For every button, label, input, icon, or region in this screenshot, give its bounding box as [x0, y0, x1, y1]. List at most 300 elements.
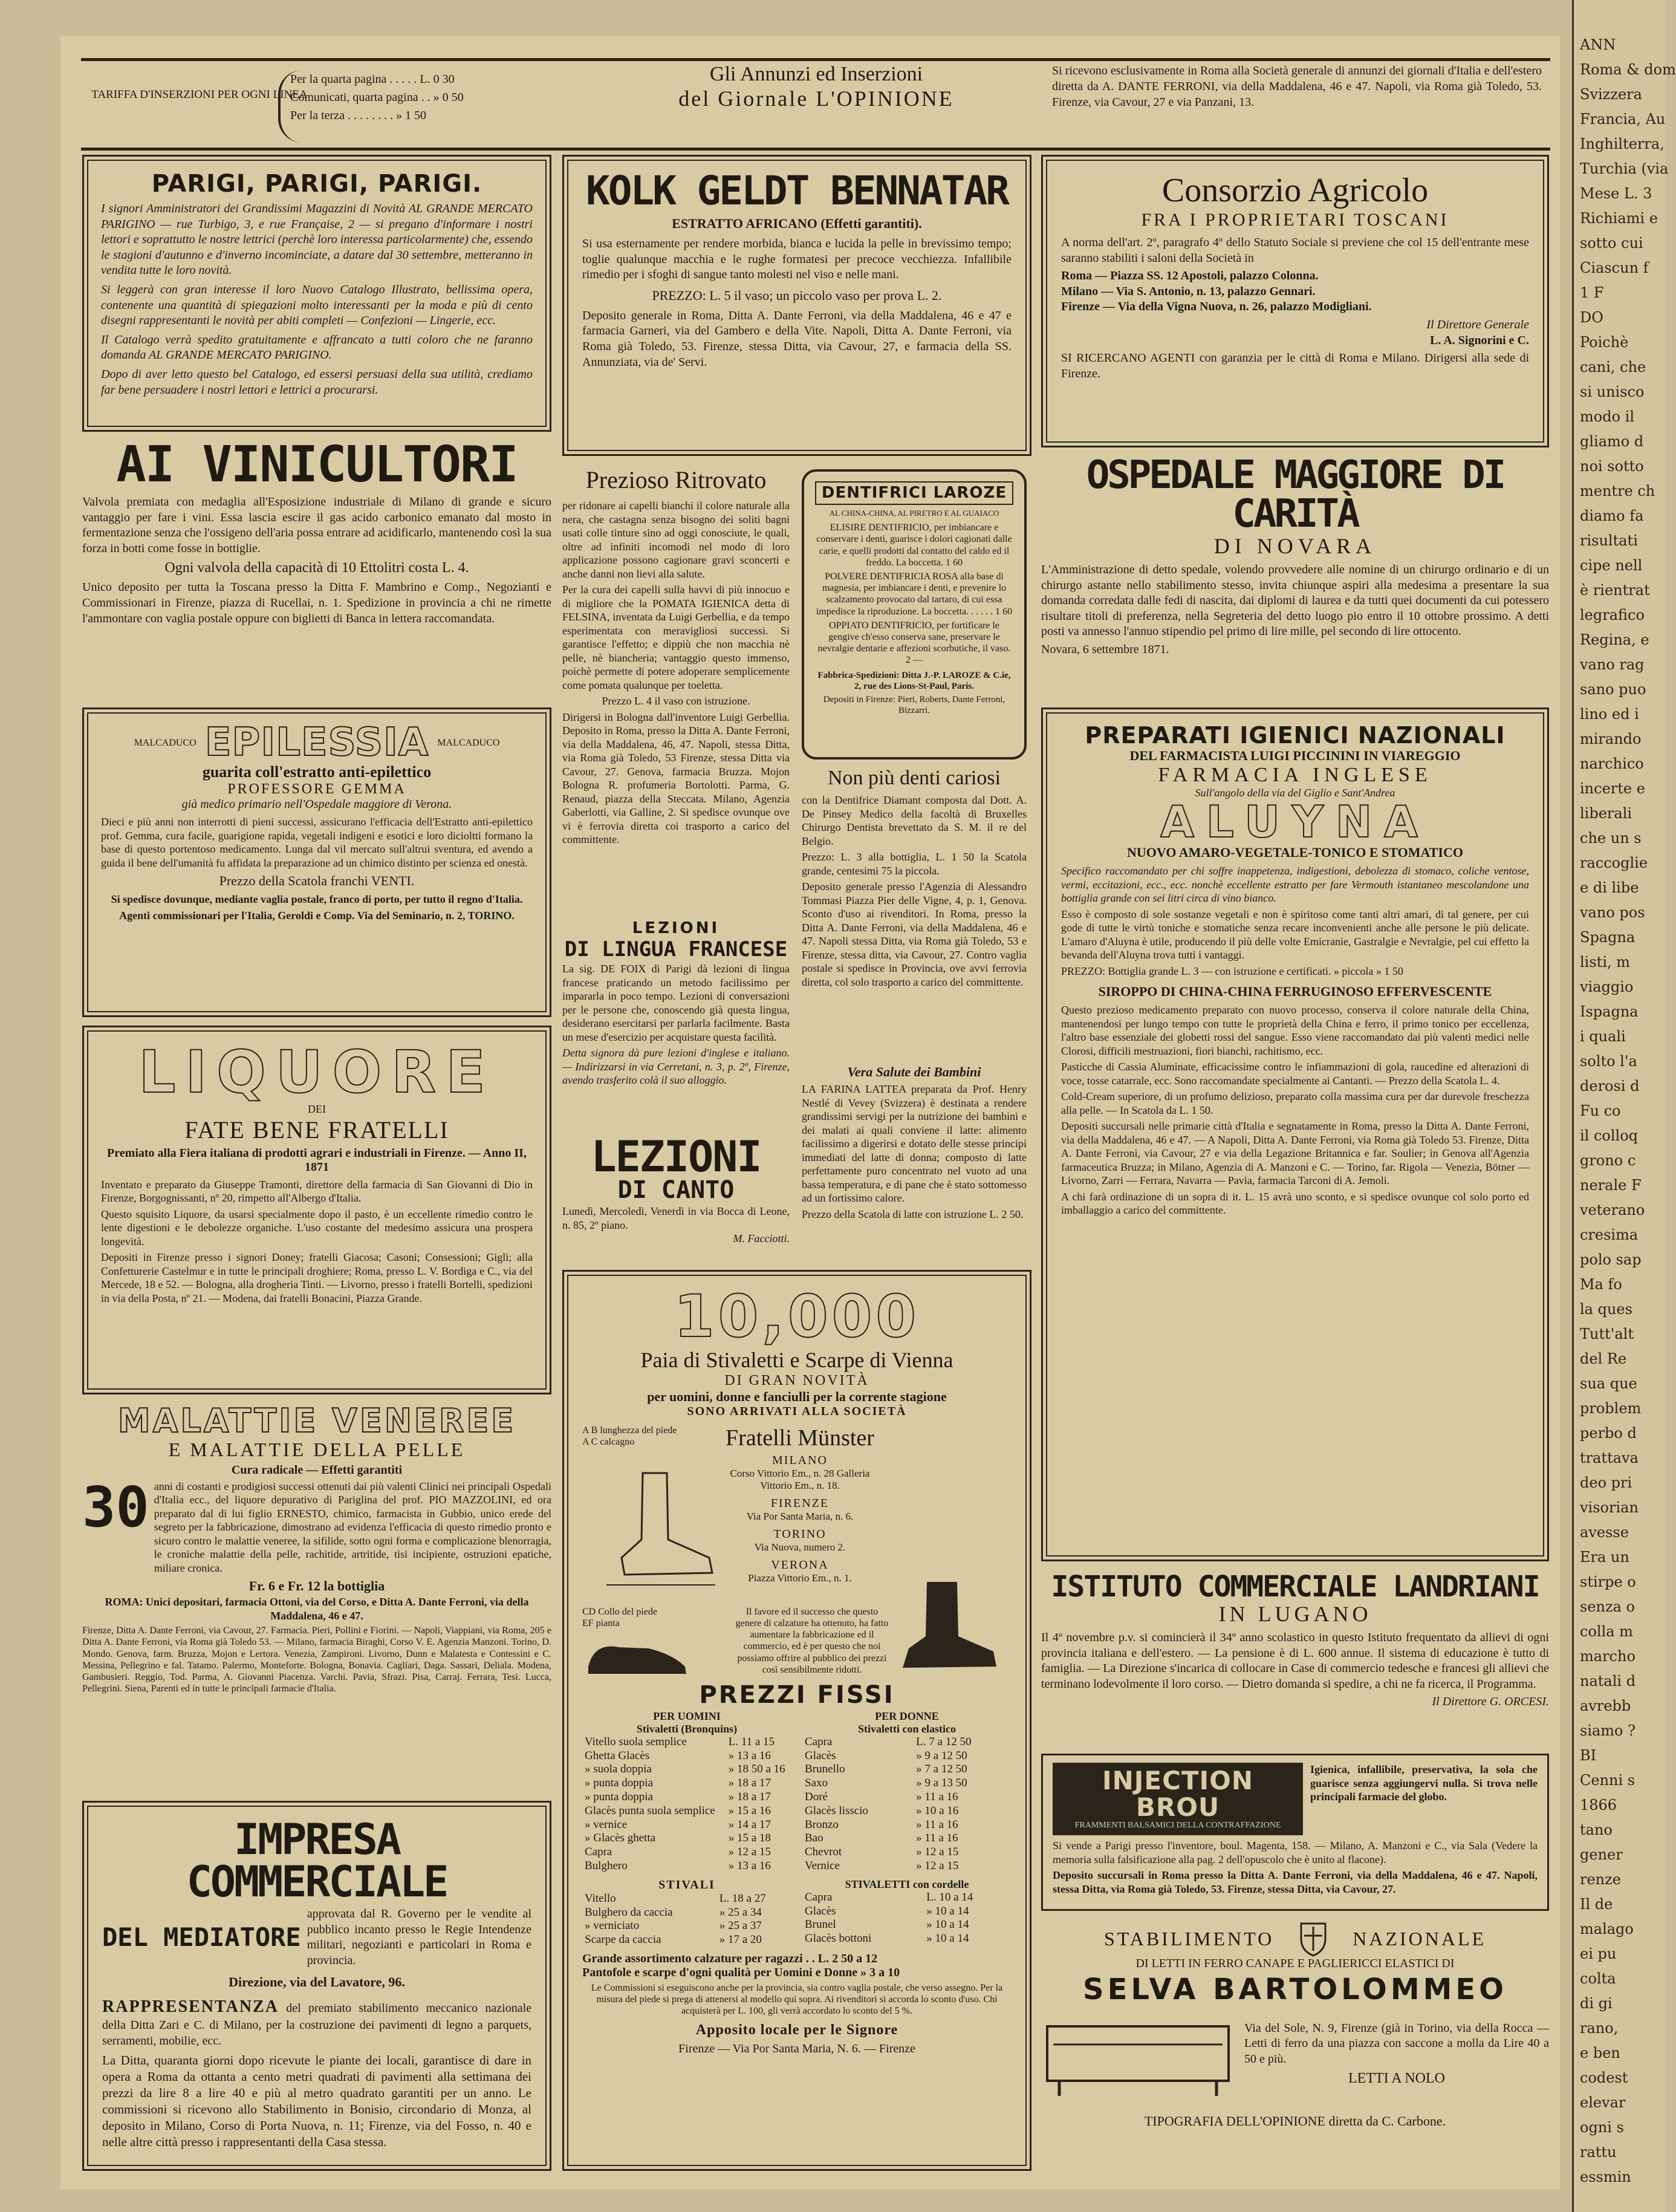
stivali-cell: » 25 a 34: [719, 1905, 762, 1919]
edge-text-line: si unisco: [1580, 383, 1645, 400]
impresa-title: IMPRESA COMMERCIALE: [186, 1815, 447, 1907]
women-cell: » 11 a 16: [916, 1832, 958, 1845]
epilessia-spedisce: Si spedisce dovunque, mediante vaglia postale, franco di porto, per tutto il regno d'Italia.: [111, 893, 523, 906]
ad-parigi: [82, 155, 551, 432]
edge-text-line: cresima: [1580, 1226, 1639, 1243]
liquore-body: Inventato e preparato da Giuseppe Tramonti, direttore della farmacia di San Giovanni di Dio in Firenze, Borgognissanti, nº 20, rimpetto all'Albergo d'Italia.: [101, 1178, 533, 1205]
edge-text-line: Spagna: [1580, 929, 1635, 946]
women-cell: L. 7 a 12 50: [916, 1735, 972, 1748]
lezioni1-body: La sig. DE FOIX di Parigi dà lezioni di lingua francese praticando un metodo facilissimo per impararla in poco tempo. Lezioni di conversazioni per le persone che, conoscendo già questa lingua, desiderano esercitarsi per parlarla facilmente. Basta un mese d'esercizio per acquistare questa facilità.: [562, 963, 790, 1043]
edge-text-line: colla m: [1580, 1623, 1633, 1640]
edge-text-line: malago: [1580, 1921, 1634, 1937]
men-cell: » 13 a 16: [728, 1749, 771, 1762]
edge-text-line: essmin: [1580, 2168, 1631, 2185]
liquore-title: LIQUORE: [138, 1038, 495, 1106]
edge-text-line: Francia, Au: [1580, 111, 1666, 128]
laroze-oppiato: OPPIATO DENTIFRICIO, per fortificare le gengive ch'esso conserva sane, preservare le nevralgie dentarie e affezioni scorbutiche, il vaso. 2 —: [817, 620, 1011, 666]
edge-text-line: derosi d: [1580, 1078, 1640, 1095]
table-row: [802, 1832, 1012, 1846]
liquore-award: Premiato alla Fiera italiana di prodotti agrari e industriali in Firenze. — Anno II, 1871: [107, 1146, 527, 1174]
impresa-intro: [102, 1907, 531, 1968]
stivaletti-milano-addr: Corso Vittorio Em., n. 28 Galleria Vittorio Em., n. 18.: [730, 1467, 870, 1491]
boot-outline: [622, 1473, 712, 1575]
vinicultori-deposit: Unico deposito per tutta la Toscana presso la Ditta F. Mambrino e Comp., Negozianti e Commissionari in Firenze, piazza di Rucellai, n. 1. Spedizione in provincia a chi ne rimette l'ammontare con vaglia postale oppure con biglietti di Banca in lettera raccomandata.: [82, 581, 551, 625]
ospedale-sub: DI NOVARA: [1213, 534, 1377, 558]
header-center: [605, 63, 1028, 111]
edge-text-line: natali d: [1580, 1673, 1636, 1690]
stivaletti-sub3: SONO ARRIVATI ALLA SOCIETÀ: [687, 1404, 907, 1418]
table-row: [802, 1846, 1012, 1859]
edge-text-line: avesse: [1580, 1524, 1629, 1541]
edge-text-line: deo pri: [1580, 1474, 1632, 1491]
table-row: [582, 1749, 791, 1763]
epilessia-header: [101, 720, 533, 765]
ad-vinicultori: [82, 436, 551, 688]
impresa-ditta: La Ditta, quaranta giorni dopo ricevute le piante dei locali, garantisce di dare in opera a Roma da ottanta a cento metri quadrati di pavimenti alla settimana dei prezzi da lire 8 a lire 40 e più al metro quadrato garantiti per un anno. Le commissioni si ricevono allo Stabilimento in Bonisio, circondario di Monza, al deposito in Milano, Corso di Porta Nuova, n. 11; Firenze, via del Fosso, n. 40 e nelle altre città presso i rappresentanti della Casa stessa.: [102, 2053, 531, 2149]
men-cell: » 13 a 16: [728, 1859, 771, 1872]
table-row: [582, 1859, 791, 1873]
women-cell: Glacès lisscio: [805, 1804, 869, 1817]
liquore-body2: Questo squisito Liquore, da usarsi specialmente dopo il pasto, è un eccellente rimedio contro le lente digestioni e le debolezze organiche. L'uso costante del medesimo assicura una prospera longevità.: [101, 1208, 533, 1248]
edge-text-line: vano pos: [1580, 904, 1645, 921]
piccinini-pastiche: Pasticche di Cassia Aluminate, efficacissime contro le infiammazioni di gola, raucedine ed alterazioni di voce, tosse catarrale, ecc. Sono raccomandate specialmente ai Cantanti. — Prezzo della Scatola L. 4.: [1061, 1061, 1529, 1087]
vinicultori-body: Valvola premiata con medaglia all'Esposizione industriale di Milano di grande e sicuro vantaggio per fare i vini. Essa lascia escire il gas acido carbonico emanato dal mosto in fermentazione senza che l'ossigeno dell'aria possa entrare ad acidificarlo, mantenendo così la sua forza in botti come fosse in bottiglie.: [82, 495, 551, 555]
selva-body: [1041, 2008, 1549, 2099]
parigi-p3: Il Catalogo verrà spedito gratuitamente e affrancato a tutti coloro che ne faranno domanda AL GRANDE MERCATO PARIGINO.: [101, 333, 533, 362]
laroze-dep: Depositi in Firenze: Pieri, Roberts, Dante Ferroni, Bizzarri.: [823, 694, 1005, 715]
consorzio-milano: Milano — Via S. Antonio, n. 13, palazzo Gennari.: [1061, 284, 1316, 298]
edge-text-line: perbo d: [1580, 1425, 1637, 1442]
men-cell: » 15 a 18: [728, 1832, 771, 1845]
cordelle-cell: » 10 a 14: [926, 1932, 969, 1945]
table-row: [802, 1777, 1012, 1791]
impresa-rapp-body: del premiato stabilimento meccanico nazionale della Ditta Zari e C. di Milano, per la costruzione dei pavimenti di legno a parquets, serramenti, mobilie, ecc.: [102, 2002, 532, 2048]
stivaletti-price-tables: [582, 1710, 1012, 1947]
women-cell: » 7 a 12 50: [916, 1763, 967, 1776]
women-price-table: [802, 1735, 1012, 1873]
stivaletti-torino: TORINO: [773, 1527, 827, 1541]
edge-text-line: la ques: [1580, 1301, 1632, 1318]
edge-text-line: sano puo: [1580, 681, 1646, 698]
landriani-title: ISTITUTO COMMERCIALE LANDRIANI: [1051, 1570, 1539, 1604]
bambini-title: Vera Salute dei Bambini: [847, 1064, 981, 1079]
cordelle-cell: Brunel: [805, 1918, 836, 1931]
landriani-body: Il 4º novembre p.v. si comincierà il 34º anno scolastico in questo Istituto frequentato da allievi di ogni provincia italiana e dell'estero. — La pensione è di L. 600 annue. Il sistema di educazione è tutto di famiglia. — La Direzione s'incarica di collocare in Case di commercio tedesche e francesi gli allievi che terminano lodevolmente il loro corso. — Dietro domanda si spedire, a chi ne fa ricerca, il Programma.: [1041, 1631, 1549, 1691]
epilessia-side-right: MALCADUCO: [437, 737, 500, 748]
women-cell: » 12 a 15: [916, 1859, 959, 1872]
stivali-cell: Vitello: [585, 1892, 616, 1905]
stivaletti-commissioni: Le Commissioni si eseguiscono anche per la provincia, sia contro vaglia postale, che verso assegno. Per la misura del piede si prega di attenersi al modello qui sopra. Ai rivenditori si accorda lo sconto d'uso. Chi acquisterà per L. 100, gli verrà accordato lo sconto del 5 %.: [591, 1982, 1003, 2017]
cordelle-cell: Glacès: [805, 1904, 836, 1918]
women-cell: » 9 a 13 50: [916, 1777, 967, 1790]
women-cell: Capra: [805, 1735, 833, 1748]
edge-text-line: e ben: [1580, 2044, 1620, 2061]
header-rule: [81, 148, 1550, 151]
impresa-dir: Direzione, via del Lavatore, 96.: [229, 1974, 405, 1990]
edge-text-line: polo sap: [1580, 1251, 1642, 1268]
lezioni1-sub: DI LINGUA FRANCESE: [564, 937, 788, 962]
adjacent-page-edge: [1572, 0, 1676, 2212]
table-row: [802, 1749, 1012, 1763]
table-row: [802, 1932, 1012, 1946]
consorzio-sub: FRA I PROPRIETARI TOSCANI: [1141, 210, 1449, 230]
stivali-cell: » 17 a 20: [719, 1933, 762, 1947]
edge-text-line: listi, m: [1580, 954, 1631, 971]
edge-text-line: raccoglie: [1580, 854, 1648, 871]
epilessia-title: EPILESSIA: [204, 720, 429, 765]
consorzio-title: Consorzio Agricolo: [1161, 172, 1429, 209]
epilessia-sub: guarita coll'estratto anti-epilettico: [202, 763, 432, 781]
selva-header: [1041, 1921, 1549, 1957]
edge-text-line: elevar: [1580, 2094, 1626, 2111]
edge-text-line: Ciascun f: [1580, 259, 1649, 276]
sciroppo-title: SIROPPO DI CHINA-CHINA FERRUGINOSO EFFERVESCENTE: [1098, 984, 1492, 1000]
edge-text-line: del Re: [1580, 1350, 1627, 1367]
edge-text-line: Regina, e: [1580, 631, 1649, 648]
ad-stivaletti: [562, 1270, 1031, 2171]
edge-text-line: cipe nell: [1580, 557, 1643, 574]
epilessia-side-left: MALCADUCO: [134, 737, 197, 748]
men-cell: » 18 a 17: [728, 1777, 771, 1790]
epilessia-price: Prezzo della Scatola franchi VENTI.: [219, 873, 415, 889]
consorzio-firenze: Firenze — Via della Vigna Nuova, n. 26, palazzo Modigliani.: [1061, 300, 1372, 314]
ad-bambini: [802, 1064, 1027, 1246]
cordelle-cell: L. 10 a 14: [926, 1890, 973, 1904]
piccinini-price: PREZZO: Bottiglia grande L. 3 — con istruzione e certificati. » piccola » 1 50: [1061, 964, 1403, 977]
men-cell: » 12 a 15: [728, 1846, 771, 1859]
measure-cd: CD Collo del piede: [582, 1606, 657, 1617]
ad-kolk: [562, 155, 1031, 456]
stivaletti-favor: Il favore ed il successo che questo genere di calzature ha ottenuto, ha fatto aumentare la fabbricazione ed il commercio, ed è per questo che noi possiamo offrire al pubblico dei prezzi così sensibilmente ridotti.: [735, 1606, 889, 1675]
prezioso-body2: Per la cura dei capelli sulla havvi di più innocuo e di migliore che la POMATA IGIENICA detta di FELSINA, inventata da Luigi Gerbellia, e da tempo esperimentata con meravigliosi successi. Si garantisce l'effetto; e dippiù che non macchia nè pelle, nè biancheria; vantaggio questo immenso, poichè permette di potere adoperare semplicemente come pomata qualunque per toeletta.: [562, 584, 790, 691]
piccinini-body2: Esso è composto di sole sostanze vegetali e non è spiritoso come tanti altri amari, di tal genere, per cui gode di tutte le virtù toniche e stomatiche senza recare inconvenienti anche alle persone le più delicate. L'amaro d'Aluyna è utile, producendo il più delle volte Emicranie, Gastralgie e Nevralgie, pel cui effetto la bevanda dell'Aluyna trova tutti i vantaggi.: [1061, 908, 1529, 961]
men-cell: » 18 50 a 16: [728, 1763, 785, 1776]
denti-body: con la Dentifrice Diamant composta dal Dott. A. De Pinsey Medico della facoltà di Bruxelles Chirurgo Dentista brevettato da S. M. il re del Belgio.: [802, 794, 1027, 847]
tipografia: TIPOGRAFIA DELL'OPINIONE diretta da C. Carbone.: [1144, 2113, 1446, 2129]
edge-text-line: e di libe: [1580, 879, 1639, 896]
edge-text-line: cani, che: [1580, 359, 1646, 376]
shoe-right-icon: [885, 1576, 1005, 1679]
edge-text-line: ogni s: [1580, 2119, 1624, 2136]
impresa-del: DEL MEDIATORE: [102, 1922, 301, 1953]
parigi-p1: I signori Amministratori dei Grandissimi Magazzini di Novità AL GRANDE MERCATO PARIGINO — rue Turbigo, 3, e rue Française, 2 — si pregano d'informare i nostri lettori e soprattutto le nostre lettrici (perchè loro interessa particolarmente) che, essendo le stagioni d'autunno e d'inverno incominciate, a datare dal 30 settembre, metteranno in vendita tutte le loro novità.: [101, 202, 533, 278]
ad-prezioso: [562, 466, 790, 913]
laroze-title: DENTIFRICI LAROZE: [815, 481, 1013, 505]
ad-laroze: [802, 469, 1027, 760]
edge-text-line: gener: [1580, 1846, 1623, 1863]
men-cell: L. 11 a 15: [728, 1735, 775, 1748]
prezioso-price: Prezzo L. 4 il vaso con istruzione.: [602, 695, 750, 707]
table-row: [582, 1892, 791, 1906]
top-rule: [81, 58, 1550, 61]
parigi-title: PARIGI, PARIGI, PARIGI.: [151, 170, 482, 198]
edge-text-line: trattava: [1580, 1449, 1639, 1466]
edge-text-line: sotto cui: [1580, 235, 1643, 252]
men-cell: » punta doppia: [585, 1790, 653, 1803]
ad-liquore: [82, 1026, 551, 1394]
bambini-price: Prezzo della Scatola di latte con istruzione L. 2 50.: [802, 1208, 1024, 1220]
injection-body: Si vende a Parigi presso l'inventore, boul. Magenta, 158. — Milano, A. Manzoni e C., via Sala (Vedere la memoria sulla falsificazione alla pag. 2 dell'opuscolo che è unito al flacone).: [1053, 1840, 1538, 1866]
denti-price: Prezzo: L. 3 alla bottiglia, L. 1 50 la Scatola grande, centesimi 75 la piccola.: [802, 851, 1027, 877]
edge-text-line: rano,: [1580, 2020, 1619, 2037]
edge-text-line: rattu: [1580, 2144, 1617, 2161]
edge-text-line: il colloq: [1580, 1127, 1639, 1144]
table-row: [582, 1763, 791, 1777]
kolk-price: PREZZO: L. 5 il vaso; un piccolo vaso per prova L. 2.: [652, 287, 942, 303]
edge-text-line: Poichè: [1580, 334, 1629, 351]
stivaletti-apposito: Apposito locale per le Signore: [695, 2022, 898, 2038]
edge-text-line: ANN: [1580, 36, 1616, 53]
edge-text-line: risultati: [1580, 532, 1638, 549]
piccinini-dep: Depositi succursali nelle primarie città d'Italia e segnatamente in Roma, presso la Ditta A. Dante Ferroni, via della Maddalena, 46 e 47. — A Napoli, Ditta A. Dante Ferroni, via Roma già Toledo 53. Firenze, Ditta A. Dante Ferroni, via Cavour, 27 e via della Legazione Britannica e far. Soulier; in Genova all'Agenzia farmaceutica Bruzza; in Milano, Agenzia di A. Manzoni e C. — Torino, far. Rigola — Venezia, Bötner — Livorno, Zarri — Ferrara, Navarra — Pavia, farmacia Tarconi di A. Jemoli.: [1061, 1120, 1529, 1187]
men-cell: » 18 a 17: [728, 1790, 771, 1803]
table-row: [582, 1846, 791, 1859]
consorzio-roma: Roma — Piazza SS. 12 Apostoli, palazzo Colonna.: [1061, 269, 1319, 283]
landriani-dir: Il Direttore G. ORCESI.: [1432, 1695, 1549, 1709]
stivaletti-sub: DI GRAN NOVITÀ: [724, 1372, 869, 1388]
stivaletti-title: Paia di Stivaletti e Scarpe di Vienna: [640, 1347, 953, 1372]
liquore-body3: Depositi in Firenze presso i signori Doney; fratelli Giacosa; Casoni; Consessioni; Gigli; alla Confetturerie Castelmur e in tutte le principali droghiere; Roma, presso L. V. Bordiga e C., via del Mercede, 18 e 52. — Bologna, alla drogheria Tinti. — Livorno, presso i fratelli Bortelli, spedizioni in via della Posta, nº 21. — Modena, dai fratelli Bonacini, Piazza Grande.: [101, 1251, 533, 1304]
laroze-fab: Fabbrica-Spedizioni: Ditta J.-P. LAROZE & C.ie, 2, rue des Lions-St-Paul, Paris.: [817, 670, 1011, 691]
stivaletti-big: 10,000: [674, 1283, 920, 1350]
impresa-intro-text: approvata dal R. Governo per le vendite al pubblico incanto presso le Regie Intendenze militari, negozianti e particolari in Roma e provincia.: [307, 1907, 531, 1967]
edge-text-line: legrafico: [1580, 607, 1645, 623]
ad-denti: [802, 767, 1027, 1057]
crest-icon: [1298, 1921, 1328, 1957]
selva-text: [1244, 2021, 1549, 2087]
stivaletti-firenze-addr: Via Por Santa Maria, n. 6.: [746, 1510, 854, 1522]
cordelle-title: STIVALETTI con cordelle: [845, 1878, 969, 1890]
men-price-table: [582, 1735, 791, 1873]
women-cell: Saxo: [805, 1777, 828, 1790]
canto-sub: DI CANTO: [617, 1176, 735, 1204]
piccinini-sub: DEL FARMACISTA LUIGI PICCININI IN VIAREGGIO: [1129, 747, 1461, 763]
injection-sub: FRAMMENTI BALSAMICI DELLA CONTRAFFAZIONE: [1074, 1821, 1281, 1830]
stivaletti-footer: Firenze — Via Por Santa Maria, N. 6. — Firenze: [678, 2041, 915, 2055]
men-title: PER UOMINI: [653, 1709, 721, 1722]
injection-header: [1053, 1763, 1538, 1835]
edge-text-line: Ma fo: [1580, 1276, 1622, 1293]
table-row: [582, 1906, 791, 1920]
parigi-p2: Si leggerà con gran interesse il loro Nuovo Catalogo Illustrato, bellissima opera, contenente una quantità di spiegazioni molto interessanti per la moda e più di cento disegni rappresentanti le novità per abiti completi — Confezioni — Lingerie, ecc.: [101, 282, 533, 328]
edge-text-line: grono c: [1580, 1152, 1636, 1169]
ospedale-title: OSPEDALE MAGGIORE DI CARITÀ: [1086, 453, 1504, 536]
denti-body2: Deposito generale presso l'Agenzia di Alessandro Tommasi Piazza Pier delle Vigne, 4, p. 1, Genova. Sconto d'uso ai rivenditori. In Roma, presso la Ditta A. Dante Ferroni, via della Maddalena, 46 e 47. Napoli stessa Ditta, via Roma già Toledo, 53 e Firenze, stessa ditta, via Cavour, 27. Contro vaglia postale si spedisce in Provincia, ove avvi ferrovia diretta, col solo trasporto a carico del committente.: [802, 880, 1027, 988]
impresa-rapp: [102, 1996, 531, 2049]
selva-title: STABILIMENTO: [1103, 1927, 1275, 1950]
prezioso-body: per ridonare ai capelli bianchi il colore naturale alla nera, che castagna senza bisogno dei soliti bagni usati colle tinture sino ad oggi conosciute, le quali, oltre ad infiniti incomodi nel modo di loro applicazione possono cagionare gravi sconcerti e anche danni non lievi alla salute.: [562, 499, 790, 580]
stivaletti-verona: VERONA: [771, 1558, 829, 1572]
piccinini-sub3: Sull'angolo della via del Giglio e Sant'Andrea: [1195, 786, 1395, 799]
kolk-body: Si usa esternamente per rendere morbida, bianca e lucida la pelle in brevissimo tempo; toglie qualunque macchia e le rughe formatesi per precoce vecchiezza. Infallibile rimedio per i sfoghi di sangue tanto molesti nel viso e nelle mani.: [582, 237, 1012, 282]
women-cell: Bao: [805, 1832, 823, 1845]
stivaletti-illustration-area: [582, 1425, 1012, 1679]
women-cell: Chevrot: [805, 1846, 842, 1859]
ad-lezioni-canto: [562, 1132, 790, 1263]
edge-text-line: DO: [1580, 309, 1603, 326]
stivaletti-firenze: FIRENZE: [770, 1496, 830, 1510]
cordelle-cell: » 10 a 14: [926, 1904, 969, 1918]
stivali-cell: Scarpe da caccia: [585, 1933, 661, 1947]
stivaletti-sub2: per uomini, donne e fanciulli per la corrente stagione: [647, 1388, 947, 1404]
women-sub: Stivaletti con elastico: [858, 1722, 956, 1735]
stivali-cell: » 25 a 37: [719, 1919, 762, 1933]
ad-impresa: [82, 1801, 551, 2171]
edge-text-line: Il de: [1580, 1896, 1613, 1913]
edge-text-line: modo il: [1580, 408, 1634, 425]
malattie-cura: Cura radicale — Effetti garantiti: [231, 1463, 403, 1477]
men-cell: Ghetta Glacès: [585, 1749, 650, 1762]
stivali-title: STIVALI: [658, 1878, 715, 1892]
edge-text-line: viaggio: [1580, 978, 1634, 995]
table-row: [582, 1818, 791, 1832]
rate-quarta: Per la quarta pagina . . . . . L. 0 30: [290, 73, 455, 86]
table-row: [582, 1804, 791, 1818]
women-cell: » 11 a 16: [916, 1818, 958, 1831]
tariff-rates: [290, 70, 611, 125]
edge-text-line: Roma & dom: [1580, 61, 1676, 78]
edge-text-line: senza o: [1580, 1598, 1635, 1615]
piccinini-title: PREPARATI IGIENICI NAZIONALI: [1085, 722, 1505, 749]
women-cell: Bronzo: [805, 1818, 839, 1831]
ospedale-date: Novara, 6 settembre 1871.: [1041, 642, 1169, 656]
bambini-body: LA FARINA LATTEA preparata da Prof. Henry Nestlé di Vevey (Svizzera) è destinata a rendere grandissimi servigi per la nutrizione dei bambini e dei malati ai quali conviene il latte: alimento facilissimo a digerirsi e dotato delle stesse principi immediati del latte di donna; composto di latte perfettamente puro concentrato nel vuoto ad una bassa temperatura, e di pane che è stato sottomesso ad un fortissimo calore.: [802, 1083, 1027, 1204]
edge-text-line: Era un: [1580, 1549, 1629, 1566]
table-row: [802, 1791, 1012, 1804]
laroze-polvere: POLVERE DENTIFRICIA ROSA alla base di magnesia, per imbiancare i denti, e prevenire lo scalzamento provocato dal tartaro, di cui essa impedisce la riproduzione. La boccetta. . . . . . 1 60: [816, 571, 1013, 617]
men-cell: » punta doppia: [585, 1777, 653, 1790]
stivaletti-verona-addr: Piazza Vittorio Em., n. 1.: [748, 1572, 852, 1584]
edge-text-line: Fu co: [1580, 1102, 1621, 1119]
women-cell: » 12 a 15: [916, 1846, 959, 1859]
laroze-elisir: ELISIRE DENTIFRICIO, per imbiancare e conservare i denti, guarisce i dolori cagionati dalle carie, e quelli prodotti dal contatto del caldo ed il freddo. La boccetta. 1 60: [816, 522, 1012, 568]
stivaletti-measure-cd: [582, 1606, 657, 1629]
liquore-name: FATE BENE FRATELLI: [184, 1116, 449, 1143]
ad-ospedale: [1041, 453, 1549, 698]
piccinini-body: Specifico raccomandato per chi soffre inappetenza, indigestioni, debolezza di stomaco, coliche ventose, vermi, eccitazioni, ecc., ecc. nonchè eccellente estratto per fare Vermouth istantaneo mescolandone una bottiglia grande con sei litri circa di vino bianco.: [1061, 865, 1529, 905]
stivali-cell: » verniciato: [585, 1919, 640, 1933]
women-cell: » 9 a 12 50: [916, 1749, 967, 1762]
canto-title: LEZIONI: [591, 1132, 761, 1182]
cordelle-price-table: [802, 1891, 1012, 1946]
canto-body: Lunedì, Mercoledì, Venerdì in via Bocca di Leone, n. 85, 2º piano.: [562, 1205, 790, 1231]
canto-sign: M. Facciotti.: [733, 1232, 790, 1244]
edge-text-line: i quali: [1580, 1028, 1626, 1045]
stivaletti-brand: Fratelli Münster: [726, 1425, 874, 1451]
men-table: [582, 1710, 791, 1947]
edge-text-line: di gi: [1580, 1995, 1613, 2012]
edge-text-line: codest: [1580, 2069, 1628, 2086]
prezioso-body3: Dirigersi in Bologna dall'inventore Luigi Gerbellia. Deposito in Roma, presso la Ditta A. Dante Ferroni, via della Maddalena, 46, 47. Napoli, stessa Ditta, via Roma già Toledo, 53 Firenze, stessa Ditta via Cavour, 27. Genova, farmacia Bruzza. Mojon Bologna R. profumeria Bortolotti. Parma, G. Renaud, piazza della Steccata. Milano, Agenzia Gaberlotti, via Galline, 2. Si spedisce ovunque ove vi è ferrovia diretta coi trasporto a carico del committente.: [562, 711, 790, 845]
edge-text-line: che un s: [1580, 830, 1642, 847]
table-row: [802, 1905, 1012, 1919]
epilessia-agents: Agenti commissionari per l'Italia, Geroldi e Comp. Via del Seminario, n. 2, TORINO.: [119, 909, 515, 922]
impresa-rapp-label: RAPPRESENTANZA: [102, 1997, 279, 2017]
header-center-line2: del Giornale L'OPINIONE: [678, 86, 954, 111]
selva-addr: Via del Sole, N. 9, Firenze (già in Torino, via della Rocca — Letti di ferro da una piazza con saccone a molla da Lire 40 a 50 e più.: [1244, 2021, 1549, 2066]
table-row: [802, 1859, 1012, 1873]
malattie-sub: E MALATTIE DELLA PELLE: [168, 1438, 466, 1460]
table-row: [802, 1804, 1012, 1818]
ad-landriani: [1041, 1572, 1549, 1748]
measure-ab: A B lunghezza del piede: [582, 1425, 677, 1436]
edge-text-line: è rientrat: [1580, 582, 1650, 599]
edge-text-line: marcho: [1580, 1648, 1635, 1665]
injection-banner: [1053, 1763, 1303, 1835]
table-row: [802, 1918, 1012, 1932]
lezioni1-body2: Detta signora dà pure lezioni d'inglese e italiano. — Indirizzarsi in via Cerretani, n. 3, p. 2º, Firenze, avendo trasferito colà il suo alloggio.: [562, 1047, 790, 1087]
stivaletti-pantofole: Pantofole e scarpe d'ogni qualità per Uomini e Donne » 3 a 10: [582, 1965, 900, 1979]
edge-text-line: 1 F: [1580, 284, 1604, 301]
women-cell: Vernice: [805, 1859, 840, 1872]
men-cell: » 14 a 17: [728, 1818, 771, 1831]
bed-icon: [1041, 2008, 1235, 2099]
men-cell: Capra: [585, 1846, 612, 1859]
selva-letti: LETTI A NOLO: [1348, 2070, 1445, 2087]
ad-epilessia: [82, 708, 551, 1017]
stivaletti-milano: MILANO: [772, 1453, 828, 1467]
rate-terza: Per la terza . . . . . . . . » 1 50: [290, 109, 426, 122]
women-title: PER DONNE: [875, 1709, 939, 1722]
edge-text-line: Inghilterra,: [1580, 135, 1665, 152]
kolk-title: KOLK GELDT BENNATAR: [586, 168, 1008, 214]
stivali-price-table: [582, 1892, 791, 1947]
edge-text-line: gliamo d: [1580, 433, 1644, 450]
vinicultori-price: Ogni valvola della capacità di 10 Ettolitri costa L. 4.: [164, 560, 469, 576]
epilessia-body: Dieci e più anni non interrotti di pieni successi, assicurano l'efficacia dell'Estratto anti-epilettico prof. Gemma, cura facile, guarigione rapida, vegetali indigeni e esotici e loro dicioltti formano la base di questo portentoso medicamento. Lunga dal vil mercato sull'altrui sventura, ed avendo a guida il bene dell'umanità fu affidata la preparazione ad un chimico distinto per scienza ed onestà.: [101, 816, 533, 869]
selva-nazionale: NAZIONALE: [1353, 1927, 1487, 1950]
table-row: [582, 1791, 791, 1804]
injection-title: INJECTION BROU: [1102, 1766, 1254, 1823]
edge-text-line: Richiami e: [1580, 210, 1658, 227]
epilessia-role: già medico primario nell'Ospedale maggiore di Verona.: [181, 798, 452, 812]
parigi-p4: Dopo di aver letto questo bel Catalogo, ed essersi persuasi della sua utilità, crediamo far bene persuadere i nostri lettori e lettrici a procurarsi.: [101, 367, 533, 397]
stivaletti-prezzi: PREZZI FISSI: [699, 1680, 895, 1709]
cordelle-cell: » 10 a 14: [926, 1918, 969, 1931]
women-cell: Glacès: [805, 1749, 836, 1762]
stivaletti-measure-ab: [582, 1425, 677, 1448]
edge-text-line: veterano: [1580, 1202, 1645, 1218]
selva-sub: DI LETTI IN FERRO CANAPE E PAGLIERICCI ELASTICI DI: [1135, 1957, 1455, 1970]
prezioso-title: Prezioso Ritrovato: [585, 466, 767, 493]
women-table: [802, 1710, 1012, 1947]
table-row: [582, 1777, 791, 1791]
ad-consorzio: [1041, 155, 1549, 447]
women-cell: » 10 a 16: [916, 1804, 959, 1817]
edge-text-line: Tutt'alt: [1580, 1326, 1634, 1342]
malattie-title: MALATTIE VENEREE: [117, 1402, 516, 1440]
header-right: Si ricevono esclusivamente in Roma alla Società generale di annunzi dei giornali d'Italia e dell'estero diretta da A. DANTE FERRONI, via della Maddalena, 46 e 47. Napoli, via Roma già Toledo, 53. Firenze, via Cavour, 27 e via Panzani, 13.: [1052, 64, 1542, 109]
rate-comunicati: Comunicati, quarta pagina . . » 0 50: [290, 91, 464, 104]
edge-text-line: narchico: [1580, 755, 1644, 772]
ospedale-body: L'Amministrazione di detto spedale, volendo provvedere alle nomine di un chirurgo ordinario e di un chirurgo astante nello stabilimento stesso, invita chiunque aspiri alla medesima a presentare la sua domanda corredata dalle fedi di nascita, dai diplomi di laurea e da tutti quei documenti da cui potessero risultare titoli di preferenza, nella Segreteria del detto luogo pio entro il 10 ottobre prossimo. A detti posti va annesso l'annuo stipendio pel primo di lire mille, pel secondo di lire ottocento.: [1041, 563, 1549, 639]
cordelle-cell: Capra: [805, 1890, 833, 1904]
women-cell: Brunello: [805, 1763, 845, 1776]
stivali-cell: Bulghero da caccia: [585, 1905, 673, 1919]
stivaletti-addresses: [721, 1425, 879, 1584]
edge-text-line: BI: [1580, 1747, 1597, 1764]
men-cell: » Glacès ghetta: [585, 1832, 656, 1845]
edge-text-line: liberali: [1580, 805, 1632, 822]
edge-text-line: siamo ?: [1580, 1722, 1636, 1739]
table-row: [802, 1763, 1012, 1777]
malattie-price: Fr. 6 e Fr. 12 la bottiglia: [248, 1578, 385, 1594]
tariff-title: TARIFFA D'INSERZIONI PER OGNI LINEA: [91, 88, 308, 101]
liquore-dei: DEI: [308, 1102, 326, 1115]
men-cell: » 15 a 16: [728, 1804, 771, 1817]
malattie-body: anni di costanti e prodigiosi successi ottenuti dai più valenti Clinici nei principali Ospedali d'Italia ecc., del liquore depurativo di Pariglina del prof. PIO MAZZOLINI, ed ora preparato dal di lui figlio ERNESTO, chimico, farmacista in Gubbio, unico erede del segreto per la fabbricazione, dimostrano ad evidenza l'efficacia di questo rimedio pronto e sicuro contro le malattie veneree, la sifilide, sotto ogni forma e complicazione blenorragia, le croniche malattie della pelle, rachitide, artritide, tisi incipiente, ostruzioni epatiche, miliare cronica.: [154, 1480, 551, 1574]
ad-lezioni-francese: [562, 920, 790, 1126]
